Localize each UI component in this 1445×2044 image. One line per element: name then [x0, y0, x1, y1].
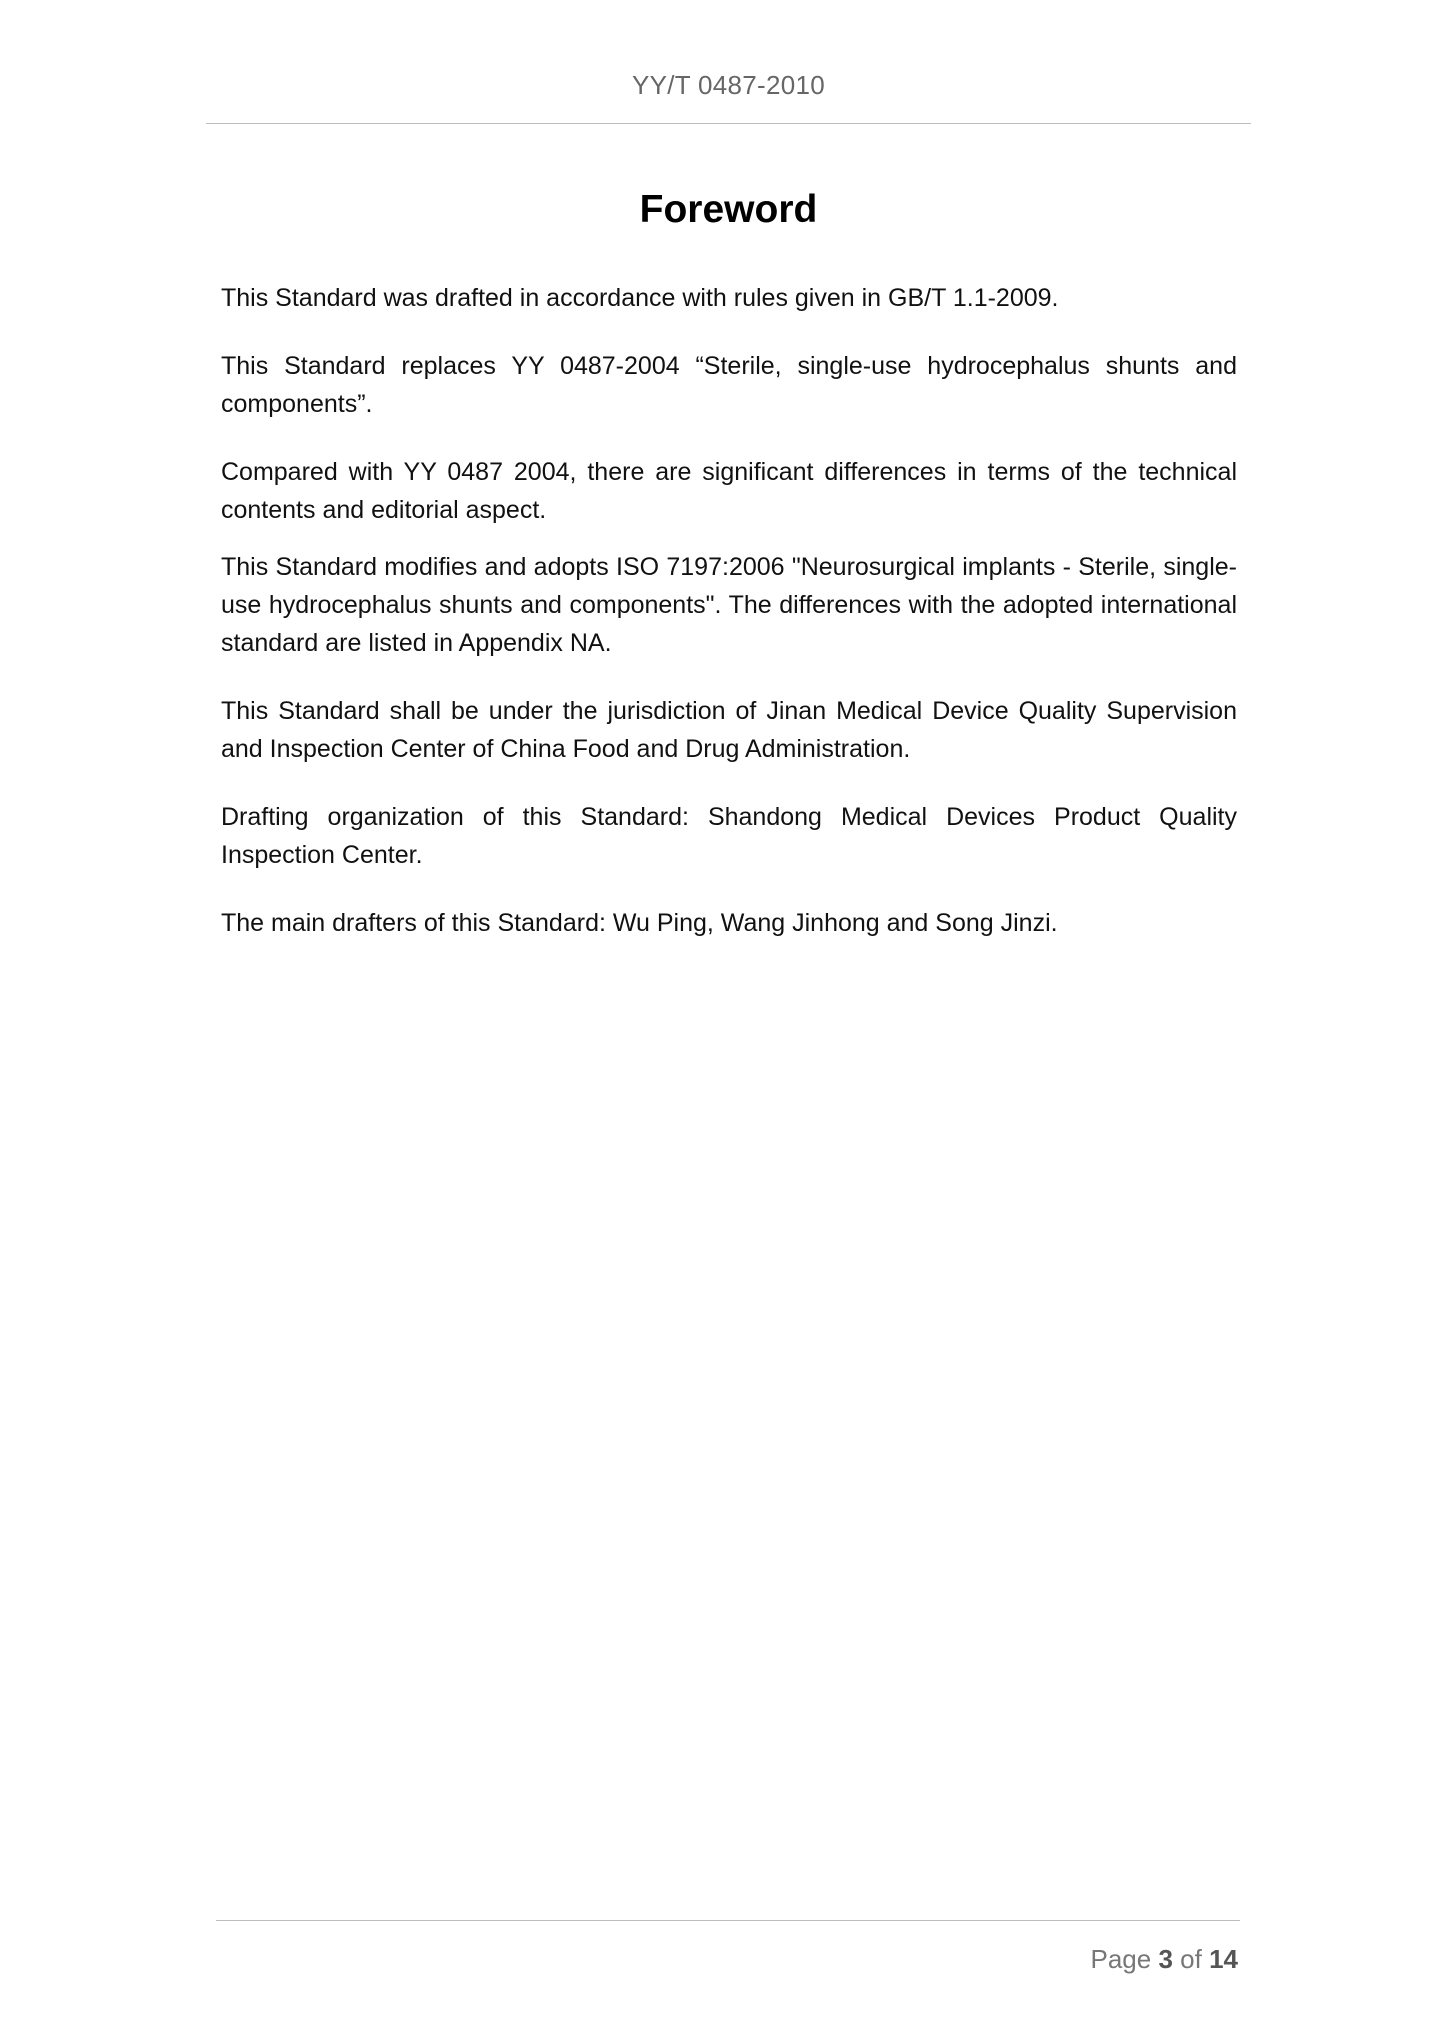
paragraph-jurisdiction: This Standard shall be under the jurisdiction of Jinan Medical Device Quality Supervision and Inspection Center of China Food and Drug Administration.	[221, 697, 1237, 763]
current-page: 3	[1158, 1944, 1173, 1974]
paragraph-main-drafters: The main drafters of this Standard: Wu Ping, Wang Jinhong and Song Jinzi.	[221, 909, 1058, 937]
foreword-body	[221, 279, 1237, 942]
page-number	[900, 1944, 1238, 1975]
paragraph-drafting-organization: Drafting organization of this Standard: Shandong Medical Devices Product Quality Inspection Center.	[221, 803, 1237, 869]
page-title: Foreword	[639, 188, 818, 231]
paragraph-drafting-rules: This Standard was drafted in accordance with rules given in GB/T 1.1-2009.	[221, 284, 1059, 312]
of-word: of	[1180, 1944, 1202, 1974]
paragraph-replaces: This Standard replaces YY 0487-2004 “Sterile, single-use hydrocephalus shunts and components”.	[221, 352, 1237, 418]
header-divider	[206, 123, 1251, 124]
page-header: YY/T 0487-2010	[631, 70, 826, 100]
total-pages: 14	[1209, 1944, 1238, 1974]
paragraph-differences: Compared with YY 0487 2004, there are significant differences in terms of the technical contents and editorial aspect.	[221, 458, 1237, 524]
paragraph-adoption: This Standard modifies and adopts ISO 7197:2006 "Neurosurgical implants - Sterile, single-use hydrocephalus shunts and components". The differences with the adopted international standard are listed in Appendix NA.	[221, 553, 1237, 657]
footer-divider	[216, 1920, 1240, 1921]
page-word: Page	[1090, 1944, 1152, 1974]
